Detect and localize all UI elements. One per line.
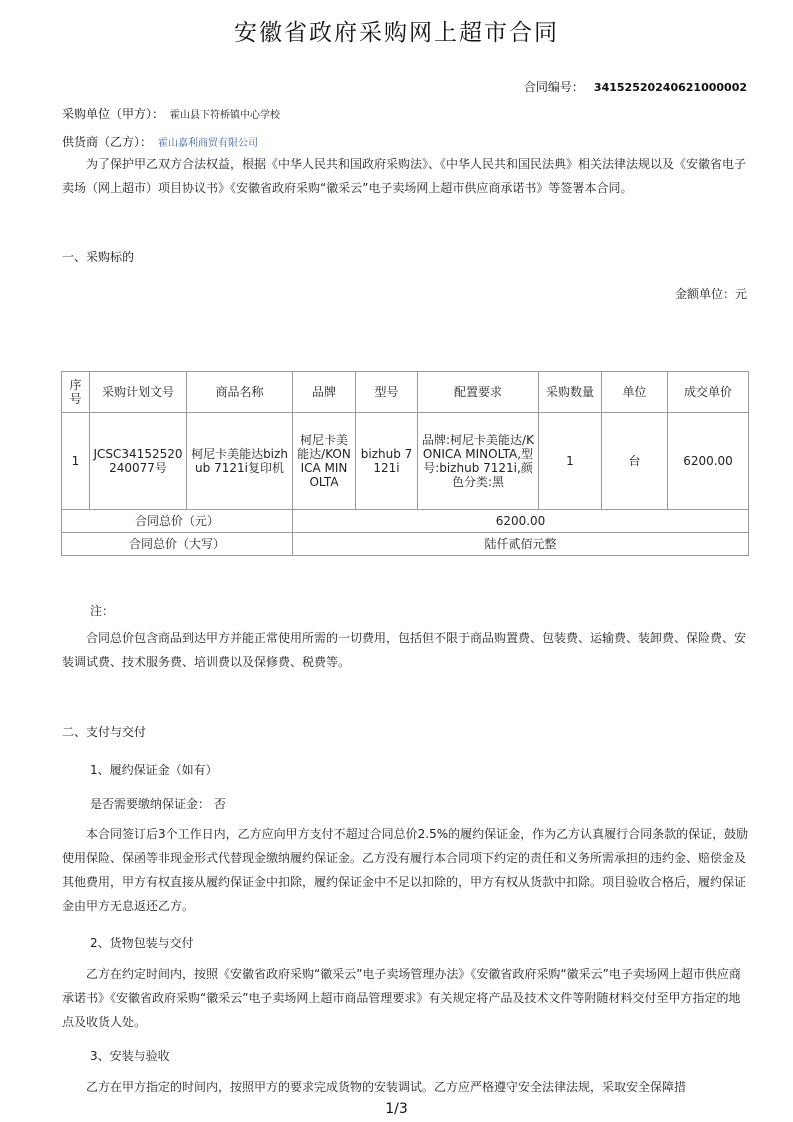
row-config: 品牌:柯尼卡美能达/KONICA MINOLTA,型号:bizhub 7121i,颜色分类:黑 [418,413,539,510]
row-unit: 台 [602,413,668,510]
contract-number [524,78,747,95]
row-quantity: 1 [539,413,602,510]
total-upper-row [62,533,749,556]
delivery-paragraph: 乙方在约定时间内，按照《安徽省政府采购“徽采云”电子卖场管理办法》《安徽省政府采购“徽采云”电子卖场网上超市供应商承诺书》《安徽省政府采购“徽采云”电子卖场网上超市商品管理要求》有关规定将产品及技术文件等附随材料交付至甲方指定的地点及收货人处。 [62,967,741,1029]
header-cell: 品牌 [293,372,356,413]
note-label: 注： [90,604,115,618]
intro-paragraph: 为了保护甲乙双方合法权益，根据《中华人民共和国政府采购法》、《中华人民共和国民法典》相关法律法规以及《安徽省电子卖场（网上超市）项目协议书》《安徽省政府采购“徽采云”电子卖场网上超市供应商承诺书》等签署本合同。 [62,157,747,195]
deposit-paragraph: 本合同签订后3个工作日内，乙方应向甲方支付不超过合同总价2.5%的履约保证金，作为乙方认真履行合同条款的保证，鼓励使用保险、保函等非现金形式代替现金缴纳履约保证金。乙方没有履行本合同项下约定的责任和义务所需承担的违约金、赔偿金及其他费用，甲方有权直接从履约保证金中扣除，履约保证金中不足以扣除的，甲方有权从货款中扣除。项目验收合格后，履约保证金由甲方无息返还乙方。 [62,827,749,913]
purchaser-label: 采购单位（甲方）： [62,107,165,121]
purchaser-line [62,105,280,122]
supplier-value: 霍山嘉利商贸有限公司 [158,138,259,149]
total-row [62,510,749,533]
deposit-required-line: 是否需要缴纳保证金： 否 [90,797,226,811]
total-label: 合同总价（元） [62,510,293,533]
contract-number-value: 34152520240621000002 [593,81,747,94]
header-cell: 型号 [356,372,418,413]
row-price: 6200.00 [668,413,749,510]
header-cell: 序号 [62,372,90,413]
header-cell: 采购计划文号 [90,372,187,413]
row-number: 1 [62,413,90,510]
installation-paragraph: 乙方在甲方指定的时间内，按照甲方的要求完成货物的安装调试。乙方应严格遵守安全法律法规，采取安全保障措 [86,1080,687,1094]
section2-heading: 二、支付与交付 [62,725,147,739]
delivery-subheading: 2、货物包装与交付 [90,936,194,950]
row-plan-number: JCSC34152520240077号 [90,413,187,510]
row-product-name: 柯尼卡美能达bizhub 7121i复印机 [187,413,293,510]
row-brand: 柯尼卡美能达/KONICA MINOLTA [293,413,356,510]
row-model: bizhub 7121i [356,413,418,510]
table-row [62,413,749,510]
section1-heading: 一、采购标的 [62,250,135,264]
purchaser-value: 霍山县下符桥镇中心学校 [170,110,281,121]
header-cell: 单位 [602,372,668,413]
deposit-subheading: 1、履约保证金（如有） [90,763,218,777]
purchase-items-table [61,371,749,556]
header-cell: 成交单价 [668,372,749,413]
supplier-line [62,133,258,150]
contract-number-label: 合同编号： [523,80,584,94]
note-paragraph: 合同总价包含商品到达甲方并能正常使用所需的一切费用，包括但不限于商品购置费、包装费、运输费、装卸费、保险费、安装调试费、技术服务费、培训费以及保修费、税费等。 [62,631,747,669]
total-upper-value: 陆仟贰佰元整 [293,533,749,556]
page-number: 1/3 [385,1101,408,1117]
table-header-row [62,372,749,413]
total-upper-label: 合同总价（大写） [62,533,293,556]
installation-subheading: 3、安装与验收 [90,1049,170,1063]
header-cell: 采购数量 [539,372,602,413]
document-title: 安徽省政府采购网上超市合同 [234,20,559,46]
amount-unit-note: 金额单位：元 [674,287,747,301]
header-cell: 商品名称 [187,372,293,413]
header-cell: 配置要求 [418,372,539,413]
total-value: 6200.00 [293,510,749,533]
supplier-label: 供货商（乙方）： [62,135,153,149]
